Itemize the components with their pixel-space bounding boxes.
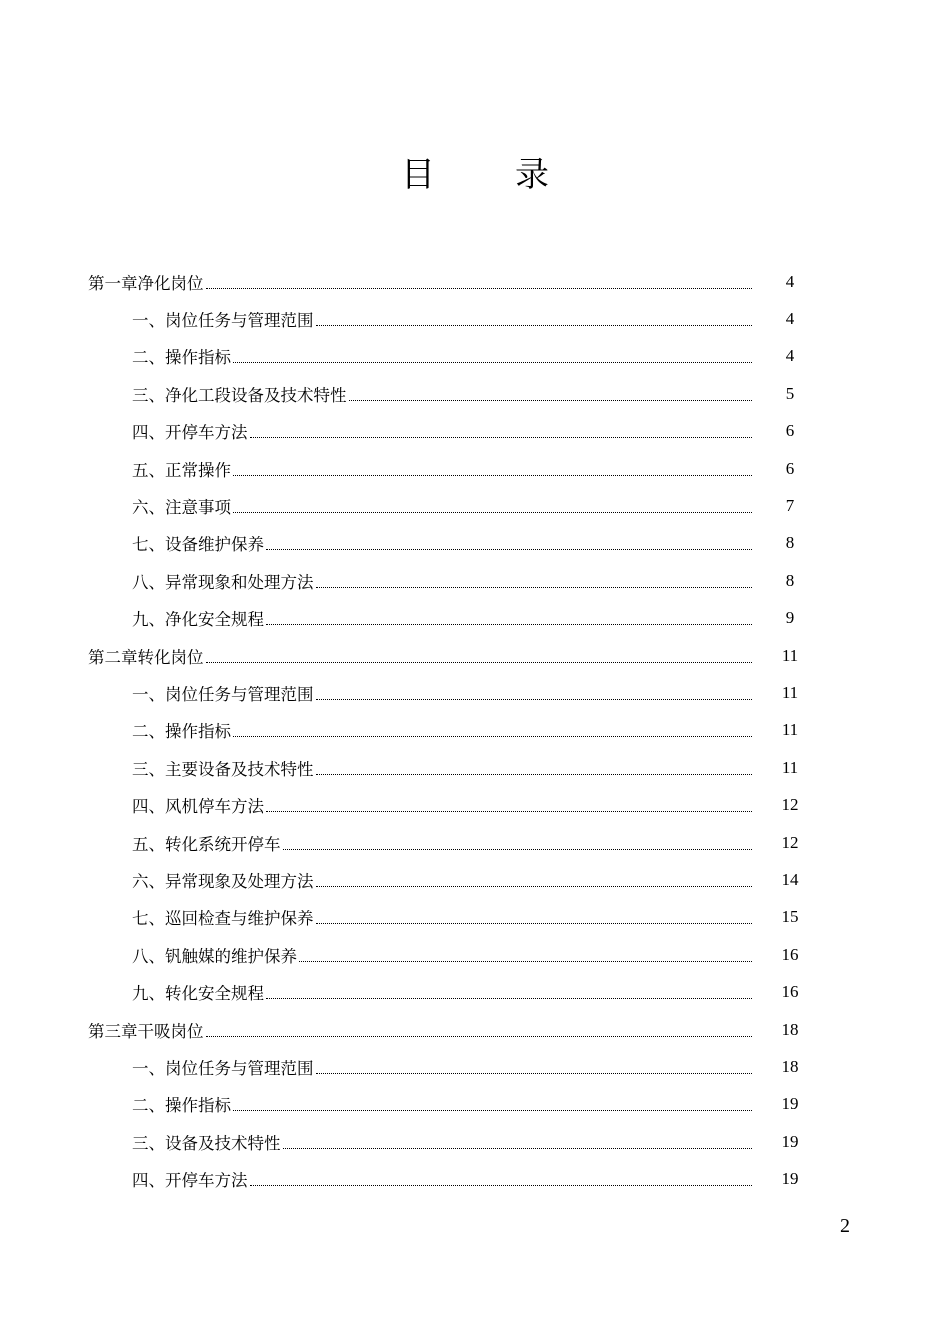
toc-entry-label: 第一章净化岗位 [88, 273, 204, 293]
toc-entry-label: 九、转化安全规程 [132, 984, 264, 1004]
toc-entry-page: 6 [785, 458, 795, 478]
toc-entry-page: 12 [781, 795, 799, 815]
toc-section-entry[interactable] [88, 973, 810, 1010]
toc-entry-label: 二、操作指标 [132, 1096, 231, 1116]
toc-entry-page: 16 [781, 944, 799, 964]
toc-dot-leader [316, 773, 753, 775]
toc-entry-page: 19 [781, 1094, 799, 1114]
toc-section-entry[interactable] [88, 450, 810, 487]
toc-section-entry[interactable] [88, 712, 810, 749]
toc-entry-label: 八、异常现象和处理方法 [132, 572, 314, 592]
toc-dot-leader [233, 361, 752, 363]
toc-dot-leader [233, 474, 752, 476]
toc-section-entry[interactable] [88, 1048, 810, 1085]
toc-chapter-entry[interactable] [88, 637, 810, 674]
toc-dot-leader [316, 922, 753, 924]
table-of-contents [88, 263, 810, 1198]
toc-entry-label: 二、操作指标 [132, 348, 231, 368]
toc-entry-page: 15 [781, 907, 799, 927]
toc-section-entry[interactable] [88, 786, 810, 823]
toc-entry-page: 18 [781, 1019, 799, 1039]
toc-entry-label: 七、设备维护保养 [132, 535, 264, 555]
toc-section-entry[interactable] [88, 338, 810, 375]
toc-entry-page: 12 [781, 832, 799, 852]
toc-dot-leader [283, 1147, 753, 1149]
toc-section-entry[interactable] [88, 562, 810, 599]
toc-dot-leader [316, 885, 753, 887]
toc-entry-page: 8 [785, 570, 795, 590]
toc-section-entry[interactable] [88, 600, 810, 637]
title-char-1: 目 [401, 155, 435, 195]
toc-dot-leader [283, 848, 753, 850]
toc-section-entry[interactable] [88, 824, 810, 861]
toc-section-entry[interactable] [88, 861, 810, 898]
toc-entry-page: 4 [785, 346, 795, 366]
toc-entry-label: 六、注意事项 [132, 498, 231, 518]
toc-section-entry[interactable] [88, 749, 810, 786]
toc-section-entry[interactable] [88, 413, 810, 450]
toc-dot-leader [206, 1035, 753, 1037]
toc-entry-page: 11 [781, 682, 799, 702]
toc-entry-label: 四、风机停车方法 [132, 797, 264, 817]
toc-entry-label: 二、操作指标 [132, 722, 231, 742]
toc-entry-label: 三、主要设备及技术特性 [132, 759, 314, 779]
toc-entry-page: 4 [785, 271, 795, 291]
toc-chapter-entry[interactable] [88, 263, 810, 300]
toc-entry-label: 八、钒触媒的维护保养 [132, 946, 297, 966]
toc-dot-leader [250, 1184, 753, 1186]
toc-dot-leader [266, 623, 752, 625]
toc-entry-label: 七、巡回检查与维护保养 [132, 909, 314, 929]
toc-entry-label: 五、正常操作 [132, 460, 231, 480]
toc-dot-leader [266, 997, 752, 999]
page-number: 2 [840, 1215, 850, 1237]
toc-entry-page: 8 [785, 533, 795, 553]
toc-dot-leader [250, 436, 753, 438]
toc-dot-leader [316, 1072, 753, 1074]
toc-dot-leader [206, 661, 753, 663]
toc-entry-page: 4 [785, 309, 795, 329]
toc-section-entry[interactable] [88, 674, 810, 711]
toc-entry-label: 一、岗位任务与管理范围 [132, 1058, 314, 1078]
toc-entry-label: 四、开停车方法 [132, 1171, 248, 1191]
toc-section-entry[interactable] [88, 487, 810, 524]
toc-section-entry[interactable] [88, 899, 810, 936]
toc-dot-leader [316, 324, 753, 326]
toc-section-entry[interactable] [88, 525, 810, 562]
toc-entry-page: 9 [785, 608, 795, 628]
toc-entry-page: 5 [785, 383, 795, 403]
toc-section-entry[interactable] [88, 375, 810, 412]
toc-entry-label: 第二章转化岗位 [88, 647, 204, 667]
page-title [0, 150, 950, 200]
toc-dot-leader [316, 698, 753, 700]
toc-dot-leader [299, 960, 752, 962]
toc-entry-page: 11 [781, 720, 799, 740]
toc-section-entry[interactable] [88, 1160, 810, 1197]
toc-dot-leader [266, 810, 752, 812]
toc-chapter-entry[interactable] [88, 1011, 810, 1048]
toc-entry-label: 第三章干吸岗位 [88, 1021, 204, 1041]
toc-section-entry[interactable] [88, 936, 810, 973]
toc-dot-leader [206, 287, 753, 289]
toc-dot-leader [233, 735, 752, 737]
toc-entry-page: 18 [781, 1056, 799, 1076]
title-char-2: 录 [515, 155, 549, 195]
toc-entry-label: 五、转化系统开停车 [132, 834, 281, 854]
toc-entry-page: 19 [781, 1169, 799, 1189]
toc-entry-page: 7 [785, 496, 795, 516]
toc-dot-leader [266, 548, 752, 550]
toc-entry-label: 九、净化安全规程 [132, 610, 264, 630]
toc-entry-page: 14 [781, 869, 799, 889]
toc-dot-leader [233, 1109, 752, 1111]
toc-dot-leader [233, 511, 752, 513]
toc-entry-label: 四、开停车方法 [132, 423, 248, 443]
toc-dot-leader [316, 586, 753, 588]
toc-entry-label: 一、岗位任务与管理范围 [132, 311, 314, 331]
toc-entry-page: 6 [785, 421, 795, 441]
toc-entry-page: 11 [781, 757, 799, 777]
toc-section-entry[interactable] [88, 1086, 810, 1123]
toc-section-entry[interactable] [88, 1123, 810, 1160]
toc-entry-label: 一、岗位任务与管理范围 [132, 684, 314, 704]
toc-entry-label: 三、设备及技术特性 [132, 1133, 281, 1153]
toc-dot-leader [349, 399, 753, 401]
toc-section-entry[interactable] [88, 300, 810, 337]
toc-entry-page: 16 [781, 982, 799, 1002]
toc-entry-label: 三、净化工段设备及技术特性 [132, 385, 347, 405]
toc-entry-page: 19 [781, 1131, 799, 1151]
toc-entry-label: 六、异常现象及处理方法 [132, 871, 314, 891]
toc-entry-page: 11 [781, 645, 799, 665]
